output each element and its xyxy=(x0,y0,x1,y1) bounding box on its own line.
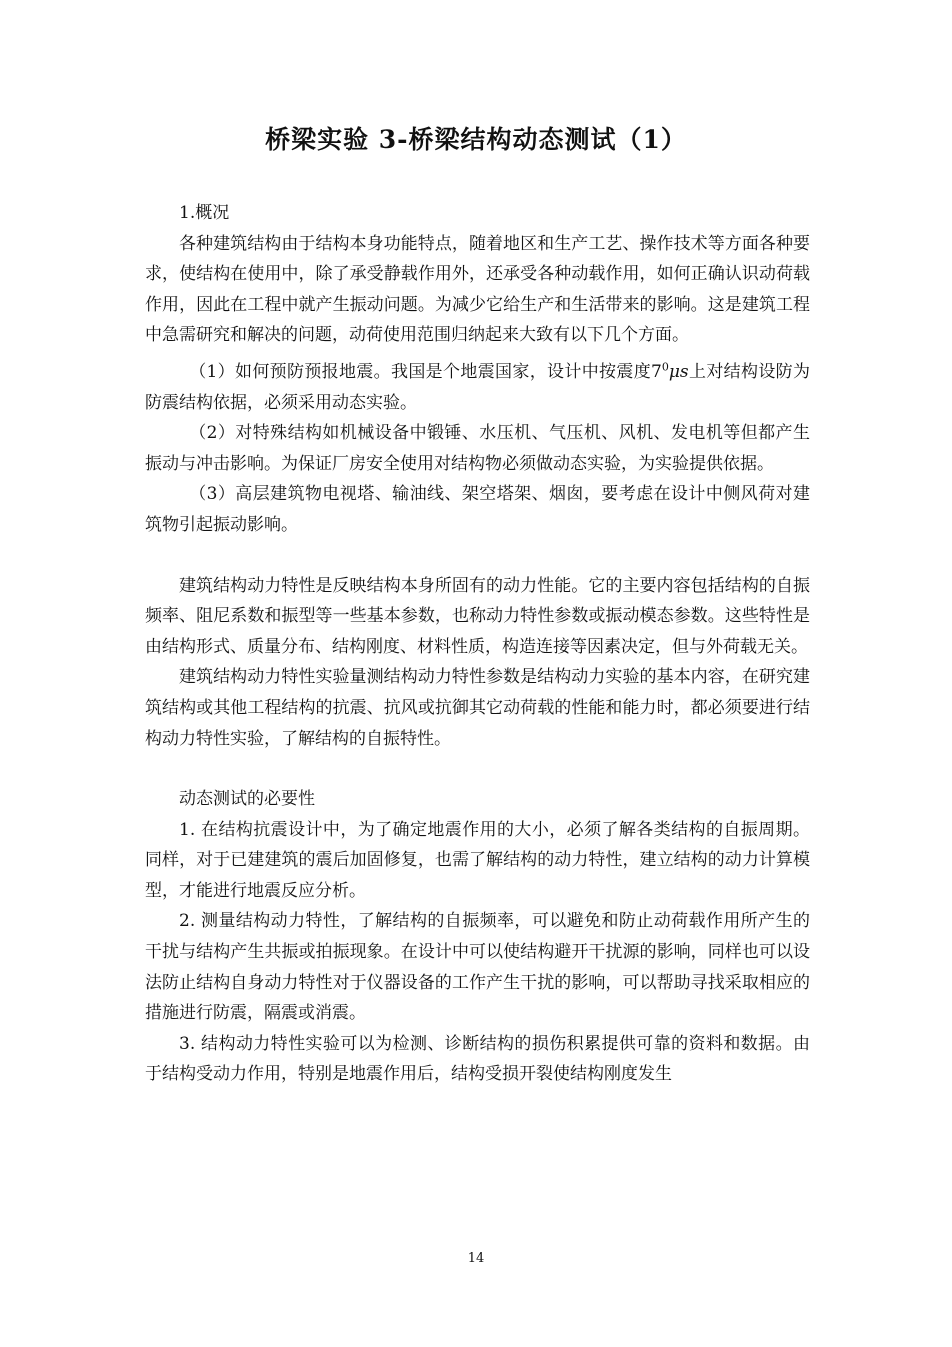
section-heading: 1.概况 xyxy=(179,203,230,223)
seismic-degree-superscript: 0 xyxy=(661,360,669,374)
list-item-1-prefix: （1）如何预防预报地震。我国是个地震国家，设计中按震度 xyxy=(189,361,652,382)
necessity-item-2: 2. 测量结构动力特性，了解结构的自振频率，可以避免和防止动荷载作用所产生的干扰与结构产生共振或拍振现象。在设计中可以使结构避开干扰源的影响，同样也可以设法防止结构自身动力特性对于仪器设备的工作产生干扰的影响，可以帮助寻找采取相应的措施进行防震，隔震或消震。 xyxy=(145,911,810,1024)
dynamics-paragraph-1: 建筑结构动力特性是反映结构本身所固有的动力性能。它的主要内容包括结构的自振频率、阻尼系数和振型等一些基本参数，也称动力特性参数或振动模态参数。这些特性是由结构形式、质量分布、结构刚度、材料性质，构造连接等因素决定，但与外荷载无关。 xyxy=(145,575,810,657)
necessity-item-3: 3. 结构动力特性实验可以为检测、诊断结构的损伤积累提供可靠的资料和数据。由于结构受动力作用，特别是地震作用后，结构受损开裂使结构刚度发生 xyxy=(145,1033,810,1085)
intro-paragraph: 各种建筑结构由于结构本身功能特点，随着地区和生产工艺、操作技术等方面各种要求，使结构在使用中，除了承受静载作用外，还承受各种动载作用，如何正确认识动荷载作用，因此在工程中就产生振动问题。为减少它给生产和生活带来的影响。这是建筑工程中急需研究和解决的问题，动荷使用范围归纳起来大致有以下几个方面。 xyxy=(145,233,810,346)
dynamics-paragraph-2: 建筑结构动力特性实验量测结构动力特性参数是结构动力实验的基本内容，在研究建筑结构或其他工程结构的抗震、抗风或抗御其它动荷载的性能和能力时，都必须要进行结构动力特性实验，了解结构的自振特性。 xyxy=(145,667,810,749)
seismic-unit: μs xyxy=(668,361,689,382)
necessity-heading: 动态测试的必要性 xyxy=(179,789,315,810)
page-number: 14 xyxy=(467,1251,485,1266)
list-item-2: （2）对特殊结构如机械设备中锻锤、水压机、气压机、风机、发电机等但都产生振动与冲击影响。为保证厂房安全使用对结构物必须做动态实验，为实验提供依据。 xyxy=(145,423,810,474)
seismic-degree: 7 xyxy=(651,361,662,382)
document-body xyxy=(145,198,810,1090)
list-item-3: （3）高层建筑物电视塔、输油线、架空塔架、烟囱，要考虑在设计中侧风荷对建筑物引起振动影响。 xyxy=(145,484,810,535)
list-item-1-suffix: 上对结构设防为防震结构依据，必须采用动态实验。 xyxy=(145,361,810,413)
necessity-item-1: 1. 在结构抗震设计中，为了确定地震作用的大小，必须了解各类结构的自振周期。同样，对于已建建筑的震后加固修复，也需了解结构的动力特性，建立结构的动力计算模型，才能进行地震反应分析。 xyxy=(145,819,810,901)
list-item-1 xyxy=(145,357,810,418)
page-title: 桥梁实验 3-桥梁结构动态测试（1） xyxy=(265,125,687,154)
